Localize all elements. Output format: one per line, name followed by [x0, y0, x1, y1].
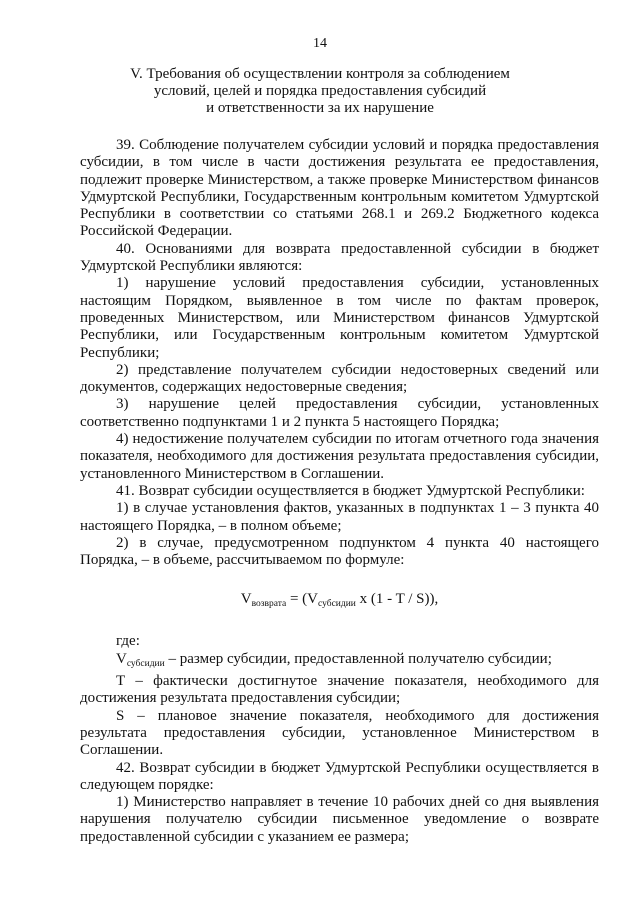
definition-s: S – плановое значение показателя, необходимого для достижения результата предоставления субсидии, установленное Министерством в Соглашении. — [80, 707, 599, 759]
formula-lhs-subscript: возврата — [251, 599, 287, 610]
paragraph-40-item-4: 4) недостижение получателем субсидии по итогам отчетного года значения показателя, необходимого для достижения результата предоставления субсидии, установленного Министерством в Соглашении. — [80, 431, 599, 482]
where-label: где: — [116, 633, 140, 650]
paragraph-41: 41. Возврат субсидии осуществляется в бюджет Удмуртской Республики: — [116, 482, 585, 499]
section-heading — [100, 66, 540, 117]
definition-v-text: – размер субсидии, предоставленной получателю субсидии; — [164, 650, 552, 667]
paragraph-40-item-1: 1) нарушение условий предоставления субсидии, установленных настоящим Порядком, выявленное в том числе по фактам проверок, проведенных Министерством, или Министерством финансов Удмуртской Республики, или Государственным контрольным комитетом Удмуртской Республики; — [80, 275, 599, 361]
heading-line-3: и ответственности за их нарушение — [206, 100, 434, 116]
formula-v: V — [240, 591, 252, 608]
heading-line-1: V. Требования об осуществлении контроля за соблюдением — [130, 66, 510, 82]
definition-v-subsidy — [80, 651, 599, 673]
formula-rest: x (1 - T / S)), — [355, 591, 439, 608]
formula-eq: = (V — [286, 591, 319, 608]
definition-t: Т – фактически достигнутое значение показателя, необходимого для достижения результата предоставления субсидии; — [80, 673, 599, 707]
paragraph-41-item-1: 1) в случае установления фактов, указанных в подпунктах 1 – 3 пункта 40 настоящего Порядка, – в полном объеме; — [80, 500, 599, 534]
paragraph-40-item-3: 3) нарушение целей предоставления субсидии, установленных соответственно подпунктами 1 и 2 пункта 5 настоящего Порядка; — [80, 396, 599, 430]
refund-formula — [80, 590, 599, 613]
paragraph-40-item-2: 2) представление получателем субсидии недостоверных сведений или документов, содержащих недостоверные сведения; — [80, 361, 599, 396]
heading-line-2: условий, целей и порядка предоставления субсидий — [153, 83, 487, 99]
paragraph-41-item-2: 2) в случае, предусмотренном подпунктом 4 пункта 40 настоящего Порядка, – в объеме, рассчитываемом по формуле: — [80, 534, 599, 569]
definition-v-symbol: V — [116, 650, 127, 667]
paragraph-40: 40. Основаниями для возврата предоставленной субсидии в бюджет Удмуртской Республики являются: — [80, 240, 599, 275]
page-number: 14 — [313, 36, 327, 51]
formula-rhs-subscript: субсидии — [318, 599, 356, 610]
paragraph-39: 39. Соблюдение получателем субсидии условий и порядка предоставления субсидии, в том числе в части достижения результата ее предоставления, подлежит проверке Министерством, а также проверке Министерством финансов Удмуртской Республики, Государственным контрольным комитетом Удмуртской Республики в соответствии со статьями 268.1 и 269.2 Бюджетного кодекса Российской Федерации. — [80, 137, 599, 240]
paragraph-42-item-1: 1) Министерство направляет в течение 10 рабочих дней со дня выявления нарушения получателю субсидии письменное уведомление о возврате предоставленной субсидии с указанием ее размера; — [80, 794, 599, 845]
paragraph-42: 42. Возврат субсидии в бюджет Удмуртской Республики осуществляется в следующем порядке: — [80, 759, 599, 793]
document-body — [80, 137, 599, 846]
definition-v-subscript: субсидии — [126, 658, 165, 669]
